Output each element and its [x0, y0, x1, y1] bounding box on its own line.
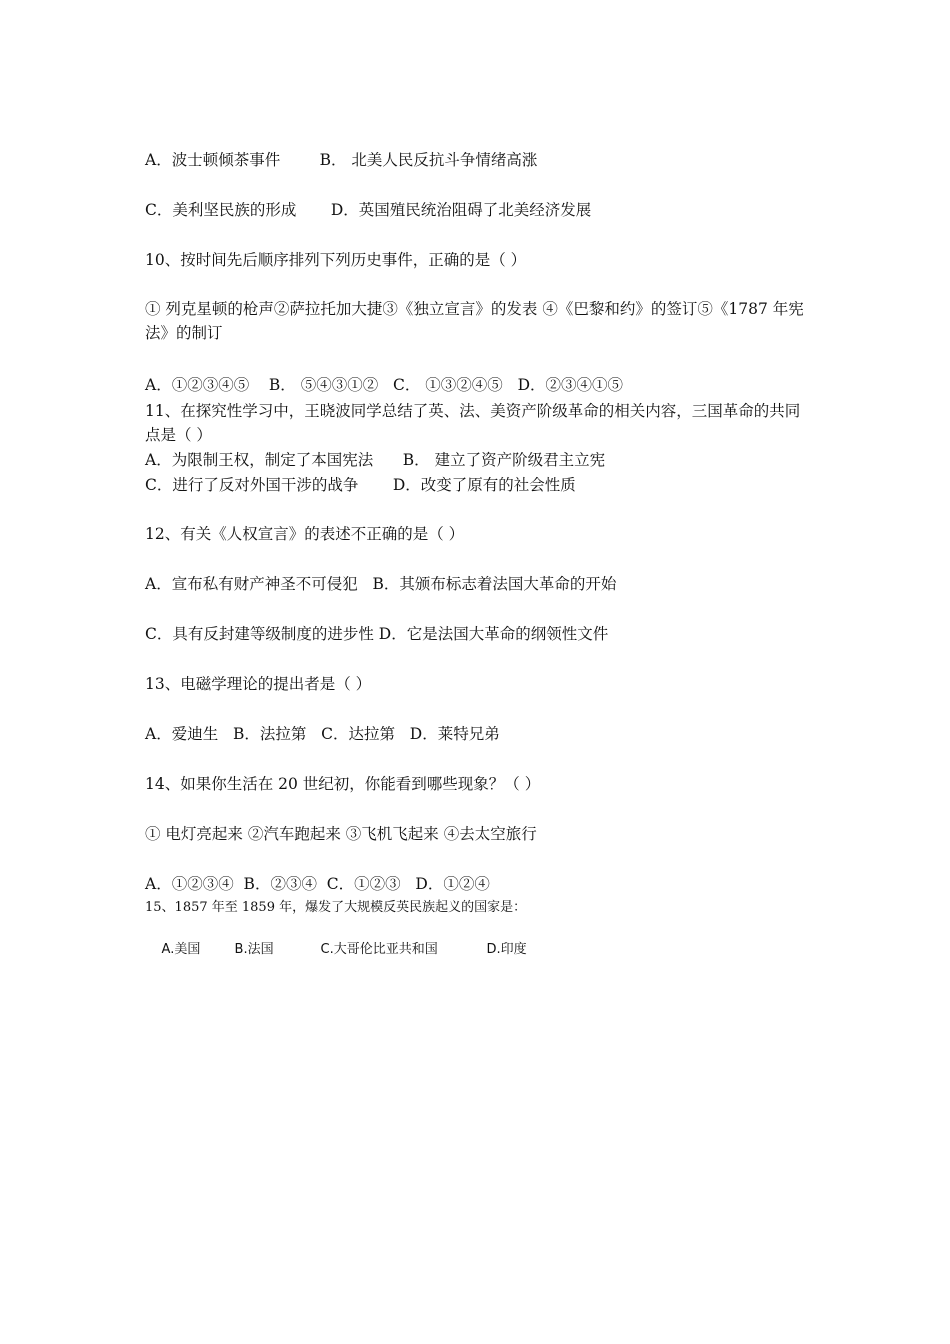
- question-15: 15、1857 年至 1859 年，爆发了大规模反英民族起义的国家是：: [145, 900, 527, 915]
- question-10-options: A．①②③④⑤ B． ⑤④③①② C． ①③②④⑤ D．②③④①⑤: [145, 376, 623, 394]
- question-12: 12、有关《人权宣言》的表述不正确的是（ ）: [145, 525, 465, 543]
- question-14-items: ① 电灯亮起来 ②汽车跑起来 ③飞机飞起来 ④去太空旅行: [145, 825, 537, 843]
- question-14: 14、如果你生活在 20 世纪初，你能看到哪些现象？（ ）: [145, 775, 541, 793]
- question-15-option-a: A.美国: [161, 942, 201, 957]
- question-12-options-ab: A．宣布私有财产神圣不可侵犯 B．其颁布标志着法国大革命的开始: [145, 575, 617, 593]
- q9-options-cd: C．美利坚民族的形成 D．英国殖民统治阻碍了北美经济发展: [145, 201, 592, 219]
- question-10: 10、按时间先后顺序排列下列历史事件，正确的是（ ）: [145, 251, 527, 269]
- question-13-options: A．爱迪生 B．法拉第 C．达拉第 D．莱特兄弟: [145, 725, 500, 743]
- question-15-option-c: C.大哥伦比亚共和国: [320, 942, 438, 957]
- question-15-options: [145, 923, 815, 977]
- question-11-options-ab: A．为限制王权，制定了本国宪法 B． 建立了资产阶级君主立宪: [145, 451, 606, 469]
- question-15-option-b: B.法国: [234, 942, 274, 957]
- question-15-option-d: D.印度: [486, 942, 527, 957]
- question-11-options-cd: C．进行了反对外国干涉的战争 D．改变了原有的社会性质: [145, 476, 576, 494]
- question-14-options: A．①②③④ B．②③④ C．①②③ D．①②④: [145, 875, 490, 893]
- question-11: 11、在探究性学习中，王晓波同学总结了英、法、美资产阶级革命的相关内容，三国革命的共同点是（ ）: [145, 402, 801, 444]
- q9-options-ab: A．波士顿倾茶事件 B． 北美人民反抗斗争情绪高涨: [145, 151, 538, 169]
- question-12-options-cd: C．具有反封建等级制度的进步性 D．它是法国大革命的纲领性文件: [145, 625, 609, 643]
- question-10-items: ① 列克星顿的枪声②萨拉托加大捷③《独立宣言》的发表 ④《巴黎和约》的签订⑤《1787 年宪法》的制订: [145, 300, 804, 342]
- question-13: 13、电磁学理论的提出者是（ ）: [145, 675, 372, 693]
